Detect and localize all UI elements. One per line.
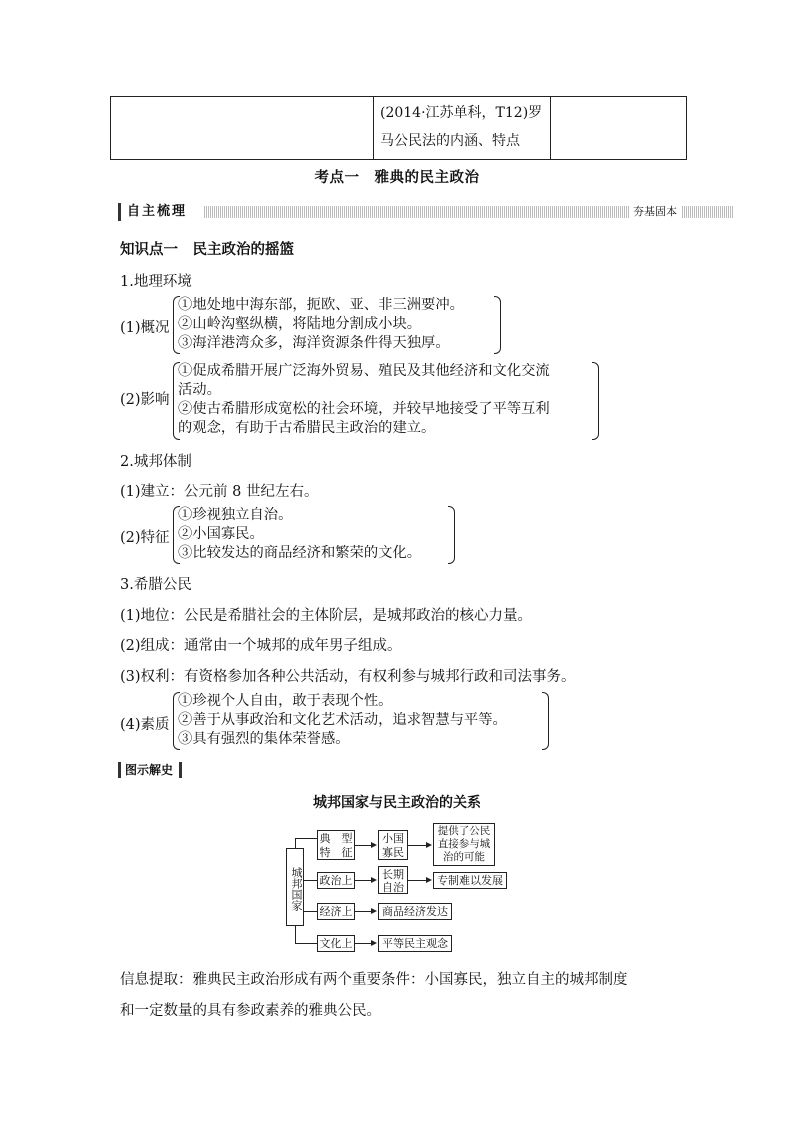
s1-heading: 1.地理环境 bbox=[120, 274, 192, 290]
table-cell-empty-1 bbox=[111, 97, 374, 159]
branch4-label-box: 文化上 bbox=[317, 935, 355, 952]
table-cell-empty-2 bbox=[552, 97, 686, 159]
overview-item-1: ①地处地中海东部，扼欧、亚、非三洲要冲。 bbox=[178, 297, 464, 313]
impact-line-2: 活动。 bbox=[178, 382, 221, 398]
impact-line-4: 的观念，有助于古希腊民主政治的建立。 bbox=[178, 420, 436, 436]
impact-label: (2)影响 bbox=[120, 392, 170, 408]
branch2-label-box: 政治上 bbox=[317, 872, 355, 889]
feature-brace-right bbox=[448, 506, 455, 564]
s3-composition: (2)组成：通常由一个城邦的成年男子组成。 bbox=[120, 638, 402, 654]
s3-heading: 3.希腊公民 bbox=[120, 577, 192, 593]
info-line-2: 和一定数量的具有参政素养的雅典公民。 bbox=[120, 1003, 381, 1019]
branch3-result-box: 商品经济发达 bbox=[378, 903, 452, 920]
quality-item-3: ③具有强烈的集体荣誉感。 bbox=[178, 731, 350, 747]
overview-label: (1)概况 bbox=[120, 320, 170, 336]
branch1-result-box: 提供了公民 直接参与城 治的可能 bbox=[433, 823, 495, 866]
s2-heading: 2.城邦体制 bbox=[120, 454, 192, 470]
feature-item-1: ①珍视独立自治。 bbox=[178, 507, 293, 523]
s2-established: (1)建立：公元前 8 世纪左右。 bbox=[120, 484, 319, 500]
table-cell-text bbox=[374, 97, 551, 159]
quality-brace-right bbox=[542, 692, 549, 750]
banner-label: 自主梳理 bbox=[118, 203, 193, 221]
top-table bbox=[110, 96, 687, 160]
feature-item-3: ③比较发达的商品经济和繁荣的文化。 bbox=[178, 545, 422, 561]
overview-item-3: ③海洋港湾众多，海洋资源条件得天独厚。 bbox=[178, 335, 450, 351]
subhead-tuishi: 图示解史 bbox=[118, 762, 182, 778]
s3-status: (1)地位：公民是希腊社会的主体阶层，是城邦政治的核心力量。 bbox=[120, 608, 533, 624]
branch2-mid-box: 长期 自治 bbox=[378, 866, 408, 894]
table-cell-line-2: 马公民法的内涵、特点 bbox=[380, 133, 520, 149]
feature-item-2: ②小国寡民。 bbox=[178, 526, 264, 542]
diagram-title: 城邦国家与民主政治的关系 bbox=[313, 795, 481, 811]
quality-label: (4)素质 bbox=[120, 717, 170, 733]
diagram-root-box: 城邦国家 bbox=[286, 848, 304, 926]
knowledge-title: 知识点一 民主政治的摇篮 bbox=[120, 242, 294, 258]
branch1-label-box: 典 型 特 征 bbox=[317, 830, 355, 860]
branch4-result-box: 平等民主观念 bbox=[378, 935, 452, 952]
section-banner bbox=[118, 203, 678, 221]
kaodian-title: 考点一 雅典的民主政治 bbox=[314, 169, 480, 186]
quality-item-2: ②善于从事政治和文化艺术活动，追求智慧与平等。 bbox=[178, 712, 507, 728]
s3-rights: (3)权利：有资格参加各种公共活动，有权利参与城邦行政和司法事务。 bbox=[120, 669, 576, 685]
overview-item-2: ②山岭沟壑纵横，将陆地分割成小块。 bbox=[178, 316, 422, 332]
overview-brace-right bbox=[494, 296, 501, 354]
branch1-mid-box: 小国 寡民 bbox=[378, 830, 408, 860]
impact-brace-right bbox=[592, 362, 599, 440]
feature-label: (2)特征 bbox=[120, 530, 170, 546]
impact-line-1: ①促成希腊开展广泛海外贸易、殖民及其他经济和文化交流 bbox=[178, 363, 550, 379]
banner-tag: 夯基固本 bbox=[629, 203, 681, 221]
branch3-label-box: 经济上 bbox=[317, 903, 355, 920]
table-cell-line-1: (2014·江苏单科，T12)罗 bbox=[380, 105, 543, 121]
info-line-1: 信息提取：雅典民主政治形成有两个重要条件：小国寡民，独立自主的城邦制度 bbox=[120, 972, 628, 988]
impact-line-3: ②使古希腊形成宽松的社会环境，并较早地接受了平等互利 bbox=[178, 401, 550, 417]
branch2-result-box: 专制难以发展 bbox=[433, 872, 507, 889]
quality-item-1: ①珍视个人自由，敢于表现个性。 bbox=[178, 693, 393, 709]
